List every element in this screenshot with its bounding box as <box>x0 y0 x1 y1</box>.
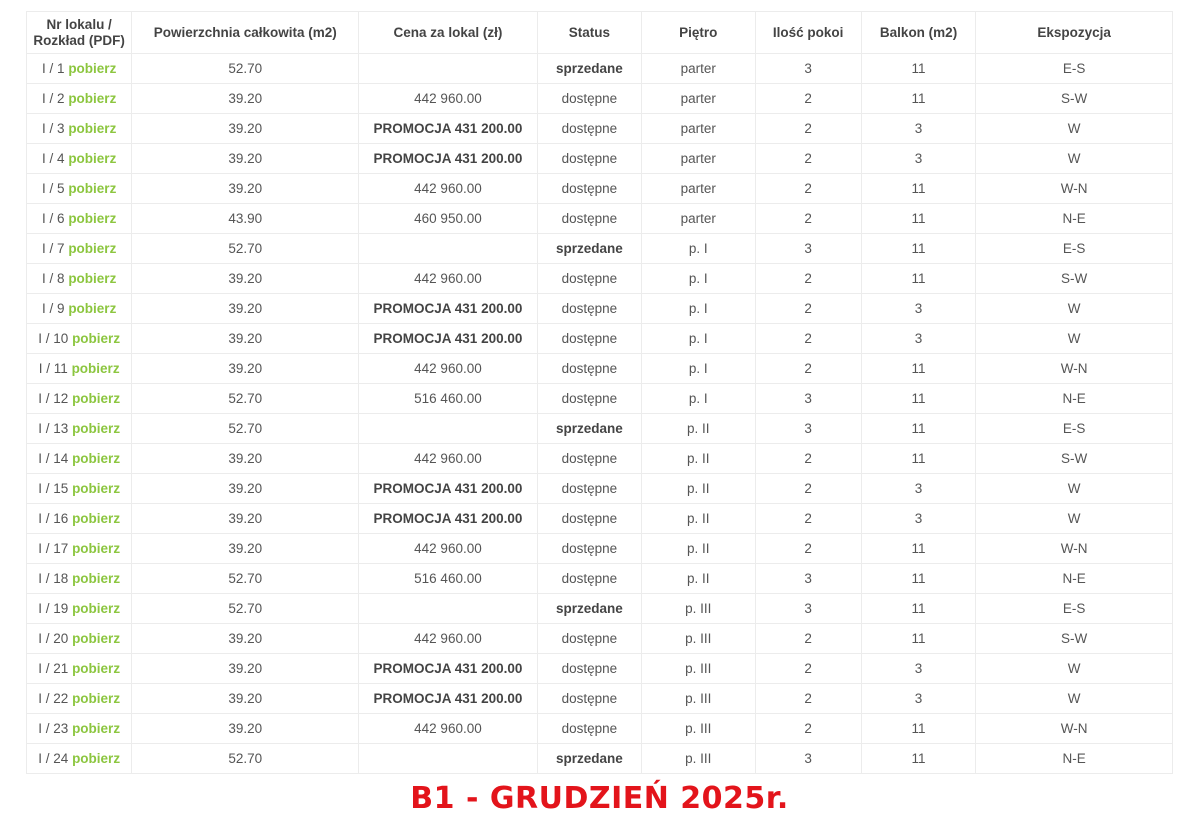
cell-area: 39.20 <box>132 144 359 174</box>
table-row <box>27 414 1173 444</box>
cell-exposure: W <box>976 654 1173 684</box>
unit-number: I / 5 <box>42 181 65 196</box>
cell-exposure: W <box>976 294 1173 324</box>
apartments-table-wrapper <box>26 11 1173 774</box>
cell-nr <box>27 744 132 774</box>
unit-number: I / 18 <box>38 571 69 586</box>
cell-status: dostępne <box>537 624 641 654</box>
cell-status: sprzedane <box>537 54 641 84</box>
cell-rooms: 2 <box>755 534 861 564</box>
cell-price: 516 460.00 <box>359 564 538 594</box>
cell-price: 442 960.00 <box>359 84 538 114</box>
header-status: Status <box>537 12 641 54</box>
table-row <box>27 324 1173 354</box>
cell-balcony: 3 <box>861 474 975 504</box>
unit-number: I / 22 <box>38 691 69 706</box>
download-pdf-link[interactable]: pobierz <box>72 421 121 436</box>
cell-rooms: 3 <box>755 414 861 444</box>
download-pdf-link[interactable]: pobierz <box>72 511 121 526</box>
unit-number: I / 12 <box>38 391 69 406</box>
cell-floor: p. I <box>642 324 755 354</box>
cell-floor: p. I <box>642 384 755 414</box>
table-row <box>27 624 1173 654</box>
cell-status: dostępne <box>537 264 641 294</box>
cell-balcony: 11 <box>861 594 975 624</box>
cell-exposure: E-S <box>976 234 1173 264</box>
header-rooms: Ilość pokoi <box>755 12 861 54</box>
cell-status: dostępne <box>537 534 641 564</box>
cell-area: 43.90 <box>132 204 359 234</box>
cell-rooms: 2 <box>755 114 861 144</box>
cell-status: sprzedane <box>537 744 641 774</box>
cell-rooms: 2 <box>755 144 861 174</box>
cell-price: 442 960.00 <box>359 174 538 204</box>
cell-floor: parter <box>642 54 755 84</box>
download-pdf-link[interactable]: pobierz <box>68 241 117 256</box>
cell-balcony: 3 <box>861 114 975 144</box>
cell-area: 39.20 <box>132 294 359 324</box>
cell-nr <box>27 294 132 324</box>
unit-number: I / 15 <box>38 481 69 496</box>
cell-status: dostępne <box>537 714 641 744</box>
download-pdf-link[interactable]: pobierz <box>72 331 121 346</box>
cell-price: 442 960.00 <box>359 444 538 474</box>
download-pdf-link[interactable]: pobierz <box>72 631 121 646</box>
cell-price: 442 960.00 <box>359 354 538 384</box>
cell-floor: p. III <box>642 594 755 624</box>
download-pdf-link[interactable]: pobierz <box>68 181 117 196</box>
download-pdf-link[interactable]: pobierz <box>72 451 121 466</box>
cell-balcony: 11 <box>861 564 975 594</box>
header-balcony: Balkon (m2) <box>861 12 975 54</box>
cell-status: sprzedane <box>537 594 641 624</box>
download-pdf-link[interactable]: pobierz <box>72 391 121 406</box>
cell-area: 52.70 <box>132 414 359 444</box>
cell-balcony: 11 <box>861 384 975 414</box>
cell-exposure: W-N <box>976 714 1173 744</box>
cell-balcony: 11 <box>861 204 975 234</box>
table-row <box>27 264 1173 294</box>
cell-floor: p. I <box>642 294 755 324</box>
download-pdf-link[interactable]: pobierz <box>68 211 117 226</box>
cell-price <box>359 54 538 84</box>
cell-exposure: W <box>976 474 1173 504</box>
download-pdf-link[interactable]: pobierz <box>72 481 121 496</box>
download-pdf-link[interactable]: pobierz <box>72 691 121 706</box>
cell-area: 39.20 <box>132 534 359 564</box>
unit-number: I / 16 <box>38 511 69 526</box>
table-row <box>27 204 1173 234</box>
cell-price: 442 960.00 <box>359 624 538 654</box>
cell-nr <box>27 174 132 204</box>
cell-floor: p. III <box>642 714 755 744</box>
cell-exposure: E-S <box>976 414 1173 444</box>
cell-nr <box>27 54 132 84</box>
cell-floor: parter <box>642 204 755 234</box>
cell-price: PROMOCJA 431 200.00 <box>359 324 538 354</box>
table-row <box>27 534 1173 564</box>
cell-area: 39.20 <box>132 504 359 534</box>
cell-floor: p. II <box>642 564 755 594</box>
header-floor: Piętro <box>642 12 755 54</box>
cell-rooms: 2 <box>755 174 861 204</box>
cell-exposure: N-E <box>976 384 1173 414</box>
cell-status: dostępne <box>537 384 641 414</box>
cell-exposure: W <box>976 504 1173 534</box>
unit-number: I / 7 <box>42 241 65 256</box>
unit-number: I / 2 <box>42 91 65 106</box>
cell-floor: p. I <box>642 234 755 264</box>
unit-number: I / 19 <box>38 601 69 616</box>
cell-status: dostępne <box>537 564 641 594</box>
cell-rooms: 3 <box>755 54 861 84</box>
cell-floor: p. II <box>642 444 755 474</box>
cell-balcony: 11 <box>861 174 975 204</box>
cell-exposure: E-S <box>976 594 1173 624</box>
cell-rooms: 2 <box>755 324 861 354</box>
cell-area: 39.20 <box>132 84 359 114</box>
table-row <box>27 714 1173 744</box>
cell-balcony: 11 <box>861 624 975 654</box>
unit-number: I / 13 <box>38 421 69 436</box>
cell-exposure: W <box>976 144 1173 174</box>
table-row <box>27 144 1173 174</box>
cell-area: 39.20 <box>132 174 359 204</box>
cell-nr <box>27 684 132 714</box>
cell-area: 52.70 <box>132 54 359 84</box>
table-row <box>27 354 1173 384</box>
cell-area: 39.20 <box>132 654 359 684</box>
table-row <box>27 114 1173 144</box>
cell-nr <box>27 594 132 624</box>
table-row <box>27 234 1173 264</box>
cell-price: 442 960.00 <box>359 534 538 564</box>
cell-area: 52.70 <box>132 564 359 594</box>
unit-number: I / 17 <box>38 541 69 556</box>
table-row <box>27 744 1173 774</box>
unit-number: I / 24 <box>38 751 69 766</box>
cell-floor: parter <box>642 84 755 114</box>
cell-area: 52.70 <box>132 234 359 264</box>
header-area: Powierzchnia całkowita (m2) <box>132 12 359 54</box>
cell-nr <box>27 624 132 654</box>
table-body <box>27 54 1173 774</box>
cell-area: 39.20 <box>132 714 359 744</box>
cell-balcony: 11 <box>861 744 975 774</box>
cell-floor: p. II <box>642 414 755 444</box>
header-price: Cena za lokal (zł) <box>359 12 538 54</box>
table-row <box>27 174 1173 204</box>
cell-area: 52.70 <box>132 384 359 414</box>
unit-number: I / 21 <box>38 661 69 676</box>
cell-exposure: S-W <box>976 264 1173 294</box>
cell-price <box>359 414 538 444</box>
cell-balcony: 3 <box>861 504 975 534</box>
table-row <box>27 474 1173 504</box>
cell-area: 39.20 <box>132 264 359 294</box>
cell-rooms: 3 <box>755 384 861 414</box>
cell-status: dostępne <box>537 114 641 144</box>
cell-price: PROMOCJA 431 200.00 <box>359 654 538 684</box>
cell-price: PROMOCJA 431 200.00 <box>359 504 538 534</box>
cell-floor: p. I <box>642 264 755 294</box>
table-row <box>27 594 1173 624</box>
cell-status: dostępne <box>537 684 641 714</box>
cell-price: 442 960.00 <box>359 264 538 294</box>
unit-number: I / 9 <box>42 301 65 316</box>
cell-exposure: N-E <box>976 204 1173 234</box>
table-row <box>27 504 1173 534</box>
table-row <box>27 654 1173 684</box>
table-row <box>27 444 1173 474</box>
cell-balcony: 3 <box>861 294 975 324</box>
apartments-table <box>26 11 1173 774</box>
cell-floor: p. III <box>642 684 755 714</box>
header-nr-line2: Rozkład (PDF) <box>33 32 125 48</box>
cell-balcony: 3 <box>861 684 975 714</box>
cell-area: 39.20 <box>132 114 359 144</box>
cell-exposure: W-N <box>976 354 1173 384</box>
download-pdf-link[interactable]: pobierz <box>68 271 117 286</box>
table-row <box>27 84 1173 114</box>
cell-price: 460 950.00 <box>359 204 538 234</box>
cell-nr <box>27 114 132 144</box>
cell-floor: p. II <box>642 474 755 504</box>
header-exposure: Ekspozycja <box>976 12 1173 54</box>
cell-nr <box>27 474 132 504</box>
cell-status: sprzedane <box>537 234 641 264</box>
download-pdf-link[interactable]: pobierz <box>68 121 117 136</box>
unit-number: I / 10 <box>38 331 69 346</box>
download-pdf-link[interactable]: pobierz <box>72 661 121 676</box>
cell-status: dostępne <box>537 144 641 174</box>
cell-floor: p. II <box>642 534 755 564</box>
cell-status: dostępne <box>537 354 641 384</box>
cell-exposure: W-N <box>976 174 1173 204</box>
cell-balcony: 3 <box>861 654 975 684</box>
cell-exposure: W <box>976 114 1173 144</box>
cell-rooms: 2 <box>755 84 861 114</box>
cell-floor: p. II <box>642 504 755 534</box>
table-row <box>27 384 1173 414</box>
cell-nr <box>27 144 132 174</box>
table-row <box>27 54 1173 84</box>
cell-balcony: 11 <box>861 444 975 474</box>
download-pdf-link[interactable]: pobierz <box>68 301 117 316</box>
cell-floor: p. III <box>642 744 755 774</box>
cell-balcony: 11 <box>861 714 975 744</box>
cell-price: PROMOCJA 431 200.00 <box>359 684 538 714</box>
cell-area: 39.20 <box>132 684 359 714</box>
cell-nr <box>27 414 132 444</box>
cell-rooms: 2 <box>755 264 861 294</box>
cell-area: 39.20 <box>132 444 359 474</box>
cell-price <box>359 744 538 774</box>
cell-floor: p. I <box>642 354 755 384</box>
cell-exposure: S-W <box>976 444 1173 474</box>
cell-price: 516 460.00 <box>359 384 538 414</box>
unit-number: I / 6 <box>42 211 65 226</box>
download-pdf-link[interactable]: pobierz <box>72 721 121 736</box>
cell-rooms: 2 <box>755 654 861 684</box>
cell-balcony: 3 <box>861 324 975 354</box>
header-nr-line1: Nr lokalu / <box>46 16 112 32</box>
cell-price <box>359 594 538 624</box>
cell-rooms: 3 <box>755 744 861 774</box>
cell-exposure: N-E <box>976 744 1173 774</box>
cell-floor: p. III <box>642 654 755 684</box>
cell-nr <box>27 384 132 414</box>
download-pdf-link[interactable]: pobierz <box>68 91 117 106</box>
download-pdf-link[interactable]: pobierz <box>71 361 120 376</box>
cell-rooms: 2 <box>755 204 861 234</box>
cell-floor: parter <box>642 114 755 144</box>
cell-exposure: N-E <box>976 564 1173 594</box>
cell-nr <box>27 564 132 594</box>
unit-number: I / 4 <box>42 151 65 166</box>
cell-balcony: 11 <box>861 264 975 294</box>
download-pdf-link[interactable]: pobierz <box>68 151 117 166</box>
cell-area: 52.70 <box>132 594 359 624</box>
cell-balcony: 11 <box>861 534 975 564</box>
cell-exposure: W <box>976 324 1173 354</box>
cell-exposure: W-N <box>976 534 1173 564</box>
footer-caption: B1 - GRUDZIEŃ 2025r. <box>410 781 789 816</box>
cell-rooms: 3 <box>755 594 861 624</box>
cell-balcony: 11 <box>861 54 975 84</box>
cell-price: 442 960.00 <box>359 714 538 744</box>
cell-rooms: 3 <box>755 564 861 594</box>
unit-number: I / 11 <box>38 361 68 376</box>
table-row <box>27 294 1173 324</box>
download-pdf-link[interactable]: pobierz <box>72 541 121 556</box>
cell-nr <box>27 324 132 354</box>
cell-area: 52.70 <box>132 744 359 774</box>
cell-nr <box>27 534 132 564</box>
cell-area: 39.20 <box>132 624 359 654</box>
cell-status: dostępne <box>537 504 641 534</box>
unit-number: I / 14 <box>38 451 69 466</box>
cell-nr <box>27 264 132 294</box>
cell-floor: parter <box>642 174 755 204</box>
cell-balcony: 3 <box>861 144 975 174</box>
cell-area: 39.20 <box>132 324 359 354</box>
cell-area: 39.20 <box>132 354 359 384</box>
cell-nr <box>27 444 132 474</box>
cell-status: dostępne <box>537 174 641 204</box>
cell-nr <box>27 654 132 684</box>
cell-status: dostępne <box>537 444 641 474</box>
cell-balcony: 11 <box>861 84 975 114</box>
unit-number: I / 3 <box>42 121 65 136</box>
cell-status: sprzedane <box>537 414 641 444</box>
cell-exposure: E-S <box>976 54 1173 84</box>
cell-price: PROMOCJA 431 200.00 <box>359 114 538 144</box>
cell-exposure: S-W <box>976 84 1173 114</box>
cell-exposure: S-W <box>976 624 1173 654</box>
cell-price: PROMOCJA 431 200.00 <box>359 144 538 174</box>
cell-nr <box>27 234 132 264</box>
cell-balcony: 11 <box>861 234 975 264</box>
cell-status: dostępne <box>537 84 641 114</box>
unit-number: I / 23 <box>38 721 69 736</box>
cell-rooms: 2 <box>755 684 861 714</box>
cell-status: dostępne <box>537 654 641 684</box>
cell-status: dostępne <box>537 204 641 234</box>
table-row <box>27 684 1173 714</box>
cell-rooms: 2 <box>755 714 861 744</box>
cell-nr <box>27 84 132 114</box>
download-pdf-link[interactable]: pobierz <box>72 751 121 766</box>
table-row <box>27 564 1173 594</box>
cell-rooms: 2 <box>755 354 861 384</box>
cell-exposure: W <box>976 684 1173 714</box>
unit-number: I / 20 <box>38 631 69 646</box>
cell-balcony: 11 <box>861 414 975 444</box>
cell-status: dostępne <box>537 324 641 354</box>
unit-number: I / 8 <box>42 271 65 286</box>
cell-rooms: 2 <box>755 624 861 654</box>
cell-area: 39.20 <box>132 474 359 504</box>
cell-price <box>359 234 538 264</box>
header-nr <box>27 12 132 54</box>
cell-rooms: 3 <box>755 234 861 264</box>
cell-price: PROMOCJA 431 200.00 <box>359 294 538 324</box>
cell-nr <box>27 354 132 384</box>
cell-rooms: 2 <box>755 504 861 534</box>
cell-nr <box>27 504 132 534</box>
download-pdf-link[interactable]: pobierz <box>72 571 121 586</box>
cell-rooms: 2 <box>755 474 861 504</box>
cell-balcony: 11 <box>861 354 975 384</box>
cell-floor: p. III <box>642 624 755 654</box>
unit-number: I / 1 <box>42 61 65 76</box>
cell-nr <box>27 714 132 744</box>
cell-rooms: 2 <box>755 294 861 324</box>
download-pdf-link[interactable]: pobierz <box>72 601 121 616</box>
cell-price: PROMOCJA 431 200.00 <box>359 474 538 504</box>
cell-rooms: 2 <box>755 444 861 474</box>
cell-floor: parter <box>642 144 755 174</box>
table-header-row <box>27 12 1173 54</box>
cell-nr <box>27 204 132 234</box>
download-pdf-link[interactable]: pobierz <box>68 61 117 76</box>
cell-status: dostępne <box>537 294 641 324</box>
cell-status: dostępne <box>537 474 641 504</box>
